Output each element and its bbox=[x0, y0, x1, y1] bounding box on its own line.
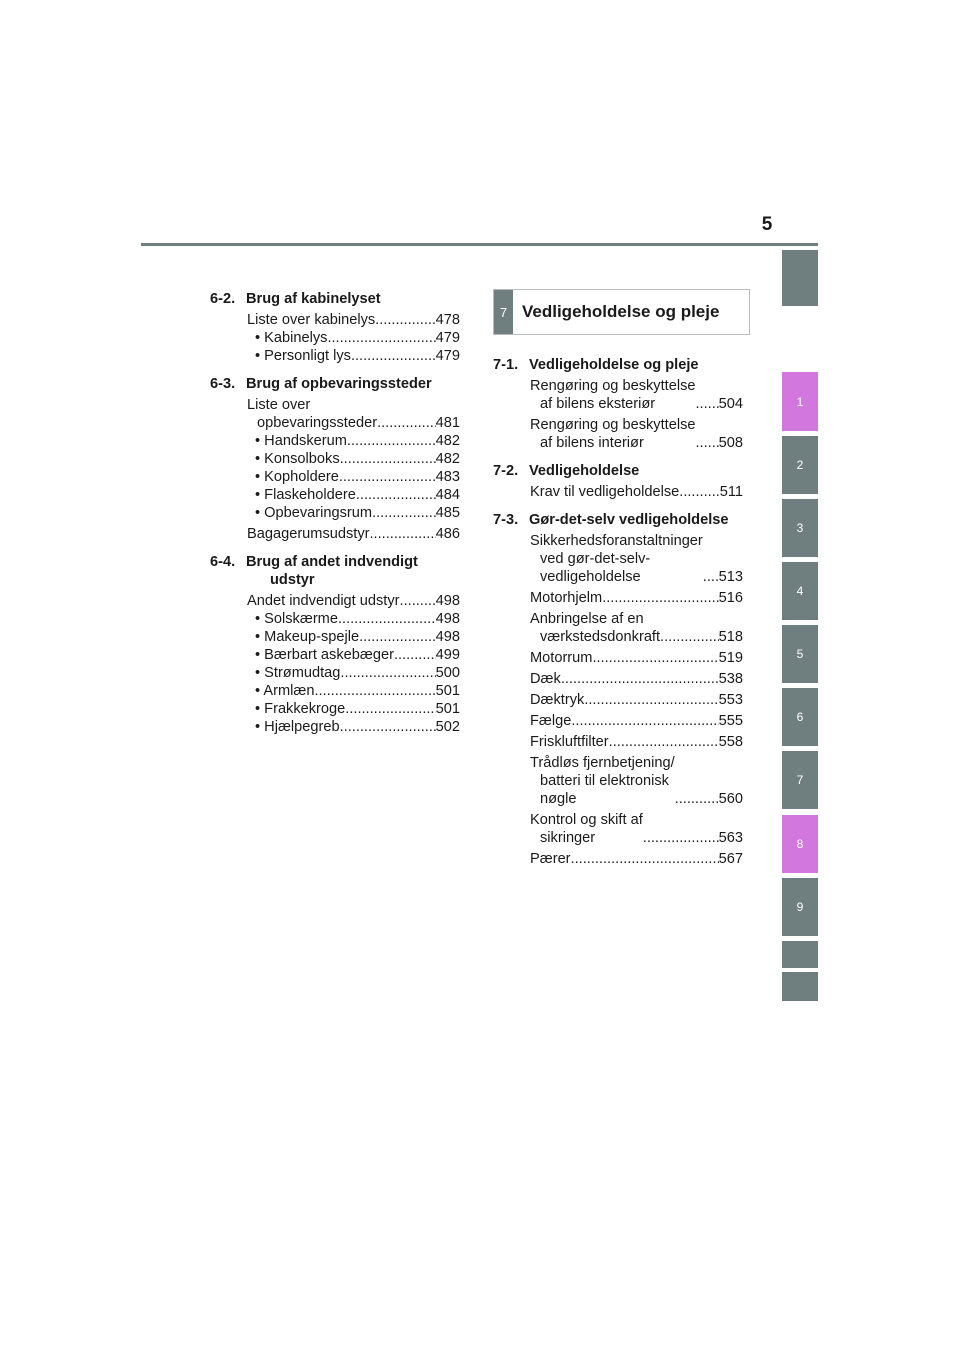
toc-entry[interactable] bbox=[255, 682, 460, 700]
toc-section bbox=[210, 375, 460, 393]
entry-page: 485 bbox=[435, 505, 460, 521]
entry-label: • Armlæn bbox=[255, 683, 315, 699]
entry-label: Liste over opbevaringssteder bbox=[247, 397, 378, 431]
page-number: 5 bbox=[761, 214, 773, 235]
dot-leader bbox=[375, 311, 435, 329]
toc-entry[interactable] bbox=[530, 532, 743, 586]
entry-page: 504 bbox=[718, 396, 743, 412]
toc-entry[interactable] bbox=[247, 592, 460, 610]
chapter-tab-9[interactable]: 9 bbox=[782, 878, 818, 936]
dot-leader bbox=[584, 691, 718, 709]
entry-label: Bagagerumsudstyr bbox=[247, 526, 370, 542]
section-title: Gør-det-selv vedligeholdelse bbox=[529, 512, 729, 528]
toc-section bbox=[210, 290, 460, 308]
dot-leader bbox=[703, 568, 719, 586]
entry-page: 519 bbox=[718, 650, 743, 666]
entry-page: 498 bbox=[435, 593, 460, 609]
section-title: Brug af opbevaringssteder bbox=[246, 376, 432, 392]
dot-leader bbox=[675, 790, 719, 808]
dot-leader bbox=[394, 646, 436, 664]
dot-leader bbox=[660, 628, 719, 646]
chapter-heading bbox=[493, 289, 750, 335]
dot-leader bbox=[338, 610, 436, 628]
toc-entry[interactable] bbox=[247, 525, 460, 543]
entry-label: • Kopholdere bbox=[255, 469, 339, 485]
dot-leader bbox=[643, 829, 719, 847]
toc-entry[interactable] bbox=[255, 486, 460, 504]
section-number: 6-4. bbox=[210, 554, 236, 570]
toc-entry[interactable] bbox=[255, 450, 460, 468]
toc-entry[interactable] bbox=[255, 347, 460, 365]
entry-page: 555 bbox=[718, 713, 743, 729]
entry-label: • Hjælpegreb bbox=[255, 719, 340, 735]
chapter-number: 7 bbox=[494, 290, 513, 334]
section-title: Brug af kabinelyset bbox=[246, 291, 381, 307]
toc-entry[interactable] bbox=[530, 691, 743, 709]
dot-leader bbox=[377, 414, 436, 432]
chapter-title: Vedligeholdelse og pleje bbox=[522, 302, 720, 321]
entry-label: • Flaskeholdere bbox=[255, 487, 356, 503]
dot-leader bbox=[356, 486, 436, 504]
entry-page: 563 bbox=[718, 830, 743, 846]
entry-page: 513 bbox=[718, 569, 743, 585]
toc-entry[interactable] bbox=[255, 329, 460, 347]
entry-label: Motorrum bbox=[530, 650, 593, 666]
toc-entry[interactable] bbox=[247, 396, 460, 432]
entry-label: Andet indvendigt udstyr bbox=[247, 593, 400, 609]
entry-page: 479 bbox=[435, 348, 460, 364]
entry-label: Friskluftfilter bbox=[530, 734, 609, 750]
section-number: 7-1. bbox=[493, 357, 519, 373]
toc-entry[interactable] bbox=[530, 377, 743, 413]
toc-left-column bbox=[210, 286, 460, 742]
entry-page: 500 bbox=[435, 665, 460, 681]
entry-label: Krav til vedligeholdelse bbox=[530, 484, 680, 500]
toc-entry[interactable] bbox=[530, 811, 743, 847]
dot-leader bbox=[695, 395, 718, 413]
entry-label: • Kabinelys bbox=[255, 330, 328, 346]
dot-leader bbox=[351, 347, 436, 365]
dot-leader bbox=[561, 670, 719, 688]
dot-leader bbox=[695, 434, 718, 452]
dot-leader bbox=[327, 329, 435, 347]
chapter-tab-6[interactable]: 6 bbox=[782, 688, 818, 746]
dot-leader bbox=[372, 504, 436, 522]
entry-label: Pærer bbox=[530, 851, 571, 867]
dot-leader bbox=[340, 718, 436, 736]
chapter-tab-8[interactable]: 8 bbox=[782, 815, 818, 873]
toc-entry[interactable] bbox=[255, 700, 460, 718]
chapter-tab-blank-0[interactable] bbox=[782, 250, 818, 306]
toc-entry[interactable] bbox=[530, 670, 743, 688]
toc-entry[interactable] bbox=[255, 610, 460, 628]
toc-entry[interactable] bbox=[247, 311, 460, 329]
entry-page: 481 bbox=[435, 415, 460, 431]
entry-page: 518 bbox=[718, 629, 743, 645]
dot-leader bbox=[340, 664, 435, 682]
entry-label: Dæktryk bbox=[530, 692, 585, 708]
entry-page: 501 bbox=[435, 683, 460, 699]
dot-leader bbox=[571, 712, 718, 730]
entry-label: Rengøring og beskyttelse af bilens eksteriør bbox=[530, 378, 696, 412]
entry-page: 499 bbox=[435, 647, 460, 663]
toc-entry[interactable] bbox=[530, 589, 743, 607]
entry-label: Rengøring og beskyttelse af bilens interiør bbox=[530, 417, 696, 451]
section-title: Vedligeholdelse bbox=[529, 463, 640, 479]
entry-label: • Frakkekroge bbox=[255, 701, 346, 717]
toc-section bbox=[493, 462, 743, 480]
entry-page: 486 bbox=[435, 526, 460, 542]
entry-page: 553 bbox=[718, 692, 743, 708]
toc-right-column bbox=[493, 352, 743, 874]
chapter-tab-3[interactable]: 3 bbox=[782, 499, 818, 557]
toc-section bbox=[493, 511, 743, 529]
entry-label: • Strømudtag bbox=[255, 665, 341, 681]
entry-page: 558 bbox=[718, 734, 743, 750]
dot-leader bbox=[370, 525, 436, 543]
toc-entry[interactable] bbox=[530, 649, 743, 667]
entry-label: Sikkerhedsforanstaltninger ved gør-det-selv- vedligeholdelse bbox=[530, 533, 703, 585]
dot-leader bbox=[345, 700, 435, 718]
toc-section bbox=[493, 356, 743, 374]
dot-leader bbox=[359, 628, 436, 646]
entry-label: • Handskerum bbox=[255, 433, 347, 449]
dot-leader bbox=[609, 733, 719, 751]
toc-entry[interactable] bbox=[530, 850, 743, 868]
entry-label: Motorhjelm bbox=[530, 590, 603, 606]
entry-label: Fælge bbox=[530, 713, 572, 729]
dot-leader bbox=[339, 468, 436, 486]
entry-page: 478 bbox=[435, 312, 460, 328]
entry-label: • Personligt lys bbox=[255, 348, 351, 364]
chapter-tab-5[interactable]: 5 bbox=[782, 625, 818, 683]
toc-entry[interactable] bbox=[530, 610, 743, 646]
dot-leader bbox=[400, 592, 436, 610]
chapter-tab-blank-10[interactable] bbox=[782, 941, 818, 968]
entry-page: 498 bbox=[435, 611, 460, 627]
entry-page: 482 bbox=[435, 433, 460, 449]
section-number: 7-2. bbox=[493, 463, 519, 479]
toc-entry[interactable] bbox=[255, 628, 460, 646]
toc-section bbox=[210, 553, 460, 589]
entry-page: 567 bbox=[718, 851, 743, 867]
entry-page: 560 bbox=[718, 791, 743, 807]
entry-label: Kontrol og skift af sikringer bbox=[530, 812, 643, 846]
entry-label: Dæk bbox=[530, 671, 561, 687]
entry-label: • Opbevaringsrum bbox=[255, 505, 373, 521]
entry-page: 484 bbox=[435, 487, 460, 503]
dot-leader bbox=[314, 682, 435, 700]
toc-entry[interactable] bbox=[255, 664, 460, 682]
dot-leader bbox=[340, 450, 436, 468]
toc-entry[interactable] bbox=[530, 754, 743, 808]
section-number: 6-3. bbox=[210, 376, 236, 392]
entry-label: • Makeup-spejle bbox=[255, 629, 360, 645]
toc-entry[interactable] bbox=[255, 504, 460, 522]
chapter-tab-4[interactable]: 4 bbox=[782, 562, 818, 620]
chapter-tab-2[interactable]: 2 bbox=[782, 436, 818, 494]
dot-leader bbox=[571, 850, 719, 868]
toc-entry[interactable] bbox=[530, 483, 743, 501]
entry-page: 498 bbox=[435, 629, 460, 645]
entry-label: Anbringelse af en værkstedsdonkraft bbox=[530, 611, 661, 645]
toc-entry[interactable] bbox=[530, 733, 743, 751]
toc-entry[interactable] bbox=[255, 432, 460, 450]
section-title: Vedligeholdelse og pleje bbox=[529, 357, 699, 373]
entry-label: Trådløs fjernbetjening/ batteri til elektronisk nøgle bbox=[530, 755, 675, 807]
toc-entry[interactable] bbox=[255, 646, 460, 664]
header-rule bbox=[141, 243, 818, 246]
chapter-tab-7[interactable]: 7 bbox=[782, 751, 818, 809]
section-number: 7-3. bbox=[493, 512, 519, 528]
entry-page: 538 bbox=[718, 671, 743, 687]
entry-page: 508 bbox=[718, 435, 743, 451]
entry-page: 501 bbox=[435, 701, 460, 717]
entry-page: 479 bbox=[435, 330, 460, 346]
toc-entry[interactable] bbox=[530, 712, 743, 730]
entry-label: • Bærbart askebæger bbox=[255, 647, 394, 663]
toc-entry[interactable] bbox=[255, 468, 460, 486]
entry-page: 483 bbox=[435, 469, 460, 485]
section-title: Brug af andet indvendigt udstyr bbox=[246, 554, 418, 588]
entry-page: 502 bbox=[435, 719, 460, 735]
dot-leader bbox=[347, 432, 436, 450]
dot-leader bbox=[602, 589, 718, 607]
chapter-tab-blank-11[interactable] bbox=[782, 972, 818, 1001]
toc-entry[interactable] bbox=[255, 718, 460, 736]
entry-label: • Solskærme bbox=[255, 611, 338, 627]
entry-page: 511 bbox=[719, 484, 743, 500]
entry-page: 482 bbox=[435, 451, 460, 467]
toc-entry[interactable] bbox=[530, 416, 743, 452]
entry-label: Liste over kabinelys bbox=[247, 312, 376, 328]
chapter-tab-1[interactable]: 1 bbox=[782, 372, 818, 431]
dot-leader bbox=[592, 649, 718, 667]
entry-page: 516 bbox=[718, 590, 743, 606]
section-number: 6-2. bbox=[210, 291, 236, 307]
entry-label: • Konsolboks bbox=[255, 451, 340, 467]
dot-leader bbox=[679, 483, 719, 501]
